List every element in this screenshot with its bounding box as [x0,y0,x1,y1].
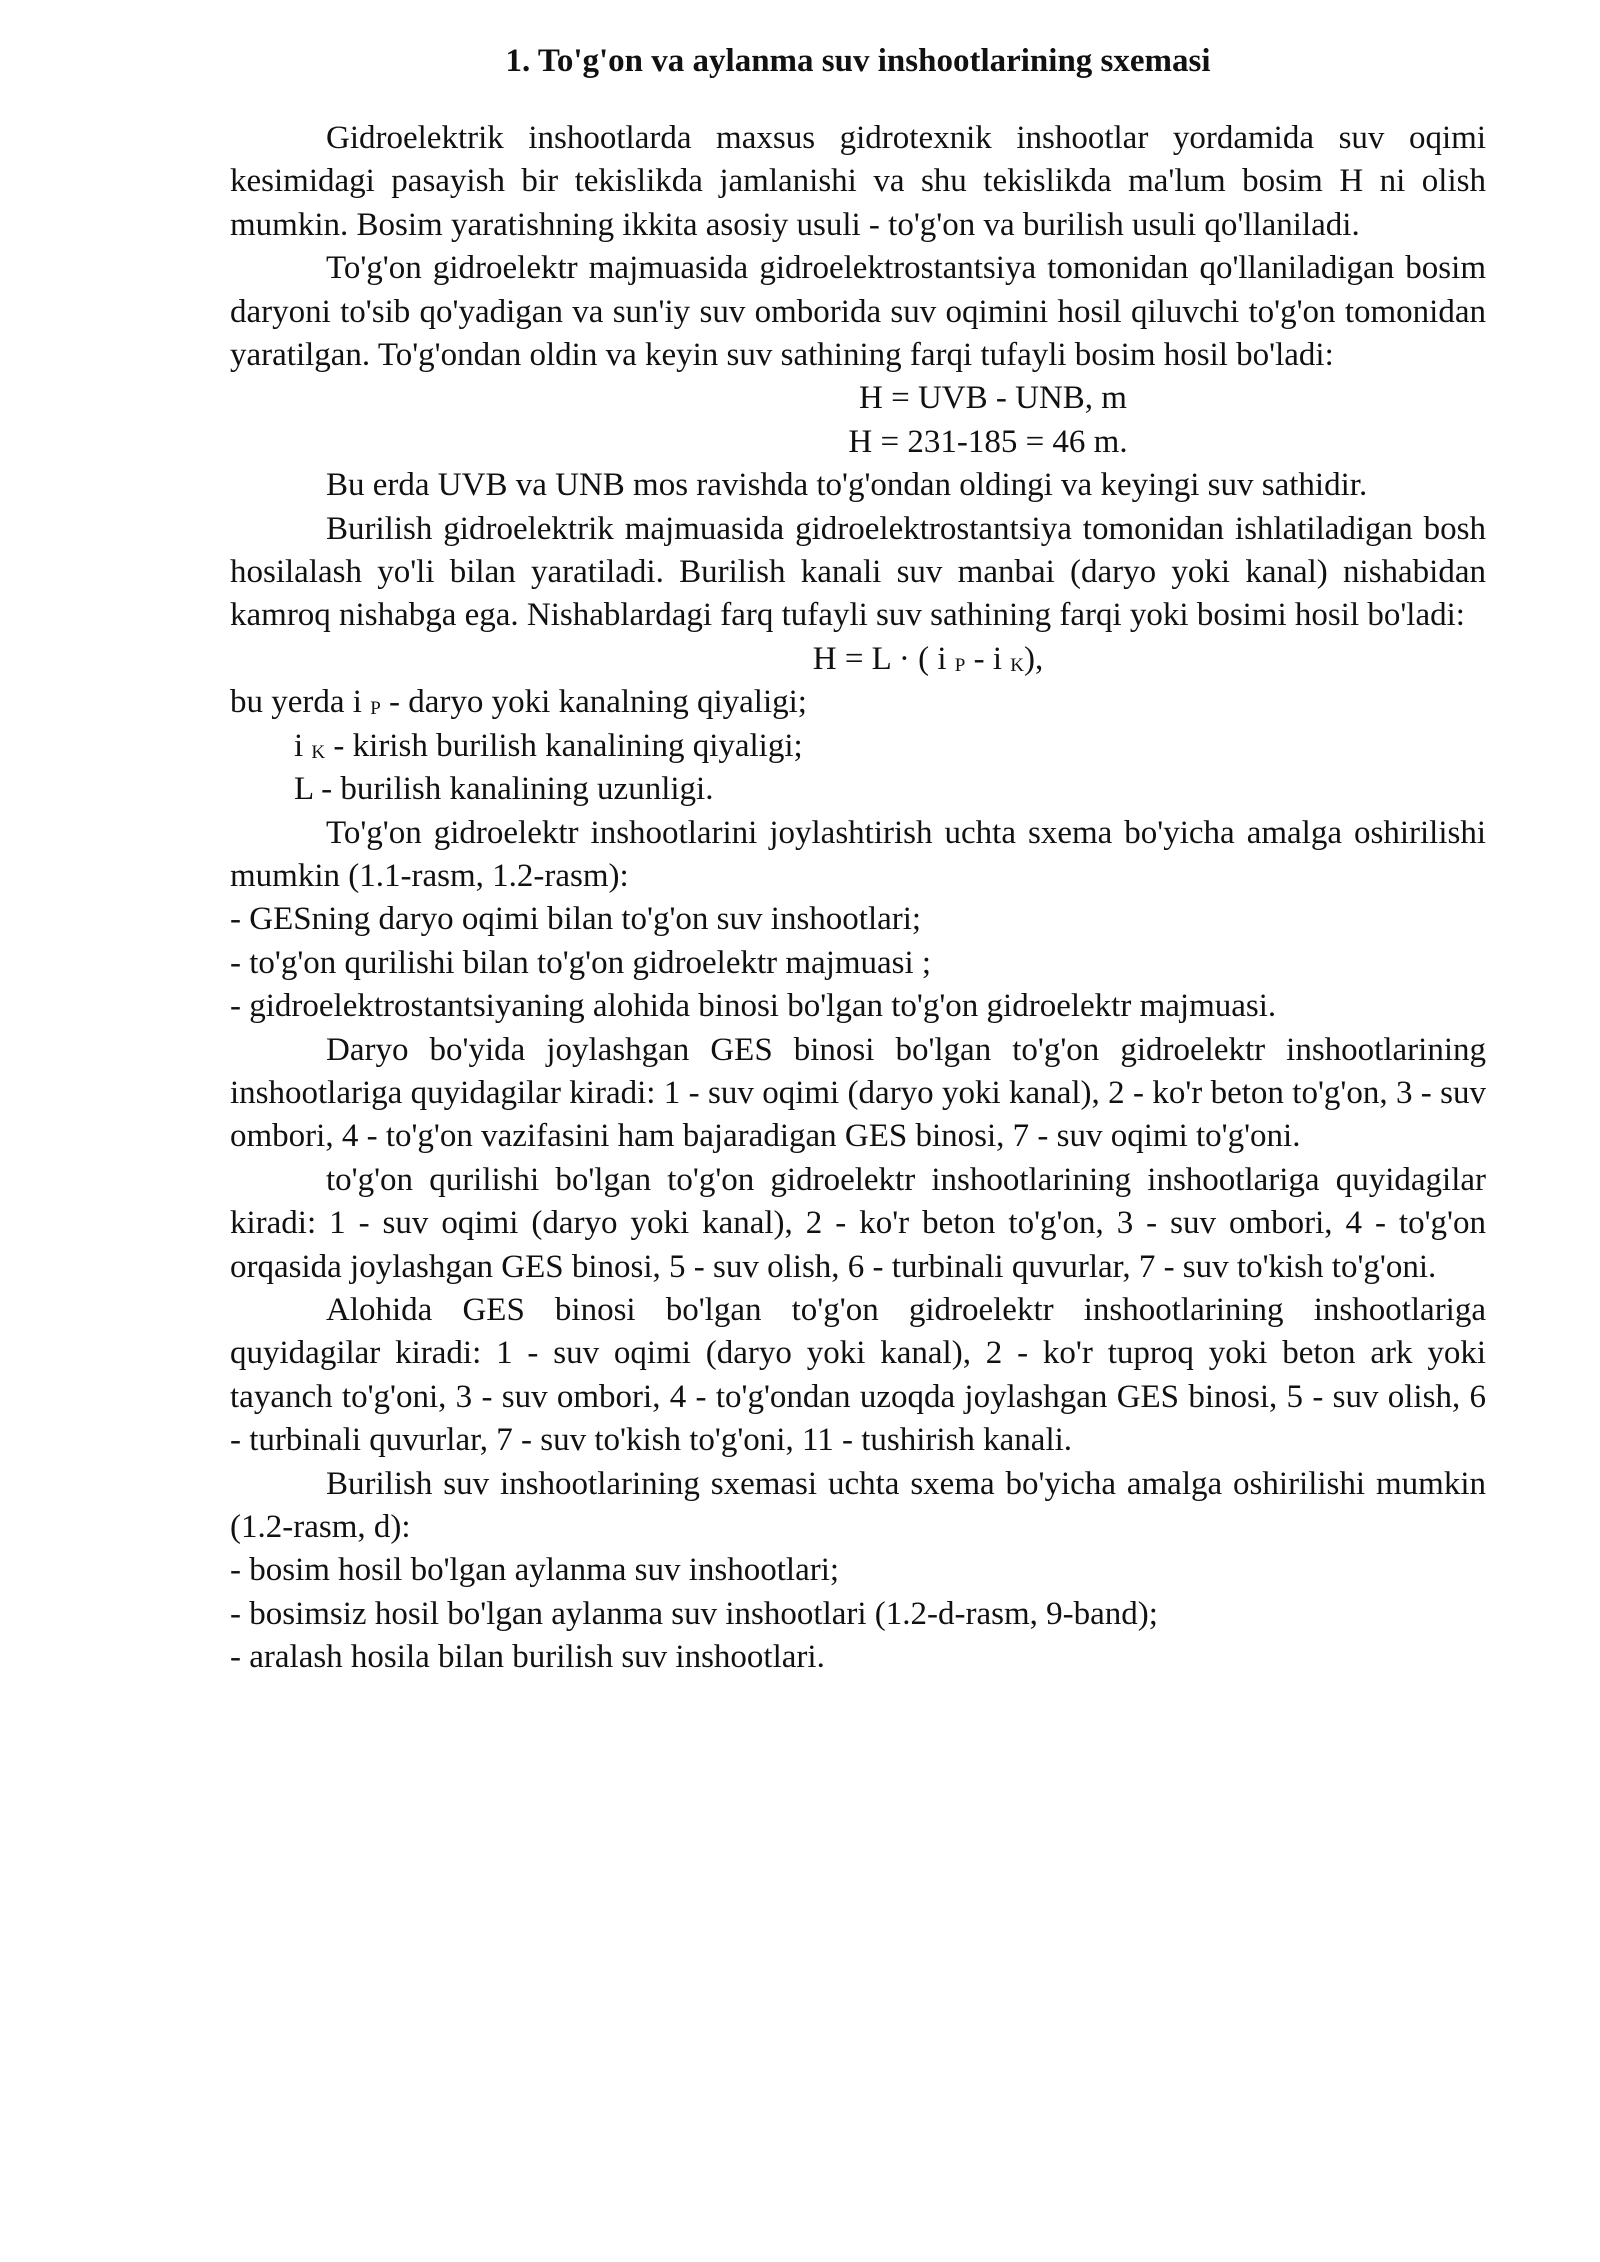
definition-part: i [294,727,304,764]
definition-canal-length: L - burilish kanalining uzunligi. [294,771,714,808]
paragraph-uvb-unb: Bu erda UVB va UNB mos ravishda to'g'ondan oldingi va keyingi suv sathidir. [326,467,1368,504]
paragraph-diversion-schemes: Burilish suv inshootlarining sxemasi uchta sxema bo'yicha amalga oshirilishi mumkin (1.2-rasm, d): [230,1465,1486,1545]
paragraph-riverside-ges: Daryo bo'yida joylashgan GES binosi bo'lgan to'g'on gidroelektr inshootlarining inshootlariga quyidagilar kiradi: 1 - suv oqimi (daryo yoki kanal), 2 - ko'r beton to'g'on, 3 - suv ombori, 4 - to'g'on vazifasini ham bajaradigan GES binosi, 7 - suv oqimi to'g'oni. [230,1031,1486,1155]
definition-canal-slope [230,725,1486,768]
formula-diversion-head [230,638,1486,681]
page-title: 1. To'g'on va aylanma suv inshootlarining sxemasi [505,43,1211,79]
formula-part: - i [973,640,1003,677]
document-page [230,40,1486,1680]
definition-part: - daryo yoki kanalning qiyaligi; [389,684,807,721]
paragraph-dam-pressure: To'g'on gidroelektr majmuasida gidroelektrostantsiya tomonidan qo'llaniladigan bosim daryoni to'sib qo'yadigan va sun'iy suv omborida suv oqimini hosil qiluvchi to'g'on tomonidan yaratilgan. To'g'ondan oldin va keyin suv sathining farqi tufayli bosim hosil bo'ladi: [230,250,1486,374]
list-item: - GESning daryo oqimi bilan to'g'on suv inshootlari; [230,901,922,938]
paragraph-dam-schemes: To'g'on gidroelektr inshootlarini joylashtirish uchta sxema bo'yicha amalga oshirilishi mumkin (1.1-rasm, 1.2-rasm): [230,814,1486,894]
definition-river-slope [230,681,1486,724]
list-item: - bosimsiz hosil bo'lgan aylanma suv inshootlari (1.2-d-rasm, 9-band); [230,1595,1158,1632]
definition-subscript: P [370,698,381,720]
formula-head-value: H = 231-185 = 46 m. [848,423,1128,460]
list-item: - aralash hosila bilan burilish suv inshootlari. [230,1639,825,1676]
paragraph-dam-construction: to'g'on qurilishi bo'lgan to'g'on gidroelektr inshootlarining inshootlariga quyidagilar kiradi: 1 - suv oqimi (daryo yoki kanal), 2 - ko'r beton to'g'on, 3 - suv ombori, 4 - to'g'on orqasida joylashgan GES binosi, 5 - suv olish, 6 - turbinali quvurlar, 7 - suv to'kish to'g'oni. [230,1161,1486,1285]
paragraph-diversion: Burilish gidroelektrik majmuasida gidroelektrostantsiya tomonidan ishlatiladigan bosh hosilalash yo'li bilan yaratiladi. Burilish kanali suv manbai (daryo yoki kanal) nishabidan kamroq nishabga ega. Nishablardagi farq tufayli suv sathining farqi yoki bosimi hosil bo'ladi: [230,510,1486,634]
definition-subscript: K [311,741,326,763]
definition-part: - kirish burilish kanalining qiyaligi; [333,727,803,764]
formula-head: H = UVB - UNB, m [859,380,1127,417]
list-item: - gidroelektrostantsiyaning alohida binosi bo'lgan to'g'on gidroelektr majmuasi. [230,988,1277,1025]
paragraph-separate-ges: Alohida GES binosi bo'lgan to'g'on gidroelektr inshootlarining inshootlariga quyidagilar kiradi: 1 - suv oqimi (daryo yoki kanal), 2 - ko'r tuproq yoki beton ark yoki tayanch to'g'oni, 3 - suv ombori, 4 - to'g'ondan uzoqda joylashgan GES binosi, 5 - suv olish, 6 - turbinali quvurlar, 7 - suv to'kish to'g'oni, 11 - tushirish kanali. [230,1291,1486,1459]
formula-subscript: P [954,654,966,676]
definition-part: bu yerda i [230,684,362,721]
list-item: - to'g'on qurilishi bilan to'g'on gidroelektr majmuasi ; [230,944,932,981]
list-item: - bosim hosil bo'lgan aylanma suv inshootlari; [230,1552,840,1589]
formula-subscript: K [1010,654,1024,676]
formula-part: H = L · ( i [812,640,947,677]
paragraph-intro: Gidroelektrik inshootlarda maxsus gidrotexnik inshootlar yordamida suv oqimi kesimidagi pasayish bir tekislikda jamlanishi va shu tekislikda ma'lum bosim H ni olish mumkin. Bosim yaratishning ikkita asosiy usuli - to'g'on va burilish usuli qo'llaniladi. [230,120,1486,243]
formula-part: ), [1024,640,1044,677]
